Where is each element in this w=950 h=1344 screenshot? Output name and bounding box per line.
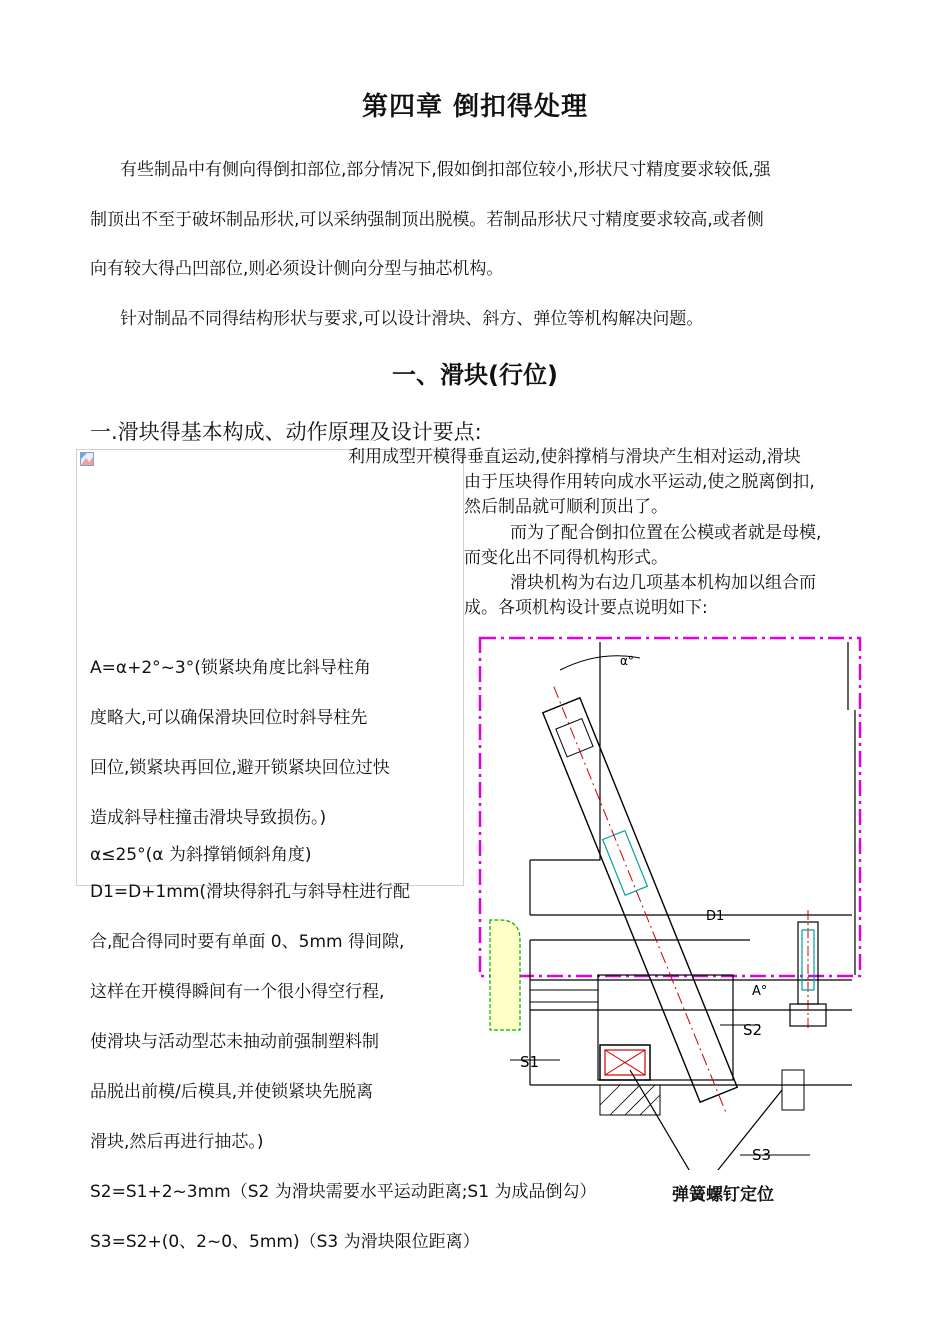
- broken-image-icon: [80, 452, 94, 466]
- note-1: A=α+2°~3°(锁紧块角度比斜导柱角: [90, 658, 371, 678]
- section-heading: 一、滑块(行位): [392, 361, 558, 389]
- subsection-heading: 一.滑块得基本构成、动作原理及设计要点:: [90, 420, 482, 444]
- formula-s2: S2=S1+2~3mm（S2 为滑块需要水平运动距离;S1 为成品倒勾）: [90, 1182, 597, 1202]
- note-5: α≤25°(α 为斜撑销倾斜角度): [90, 845, 312, 865]
- note-3: 回位,锁紧块再回位,避开锁紧块回位过快: [90, 758, 390, 778]
- a-angle-label: A°: [752, 984, 768, 999]
- d1-label: D1: [706, 909, 725, 924]
- note-6: D1=D+1mm(滑块得斜孔与斜导柱进行配: [90, 882, 411, 902]
- s2-label: S2: [743, 1021, 763, 1039]
- note-2: 度略大,可以确保滑块回位时斜导柱先: [90, 708, 368, 728]
- intro-line-3: 向有较大得凸凹部位,则必须设计侧向分型与抽芯机构。: [90, 259, 504, 279]
- intro-line-2: 制顶出不至于破坏制品形状,可以采纳强制顶出脱模。若制品形状尺寸精度要求较高,或者侧: [90, 210, 764, 230]
- intro-line-4: 针对制品不同得结构形状与要求,可以设计滑块、斜方、弹位等机构解决问题。: [120, 309, 704, 329]
- formula-s3: S3=S2+(0、2~0、5mm)（S3 为滑块限位距离）: [90, 1232, 480, 1252]
- note-11: 滑块,然后再进行抽芯。): [90, 1132, 264, 1152]
- spring-screw-label: 弹簧螺钉定位: [672, 1185, 774, 1205]
- intro-line-1: 有些制品中有侧向得倒扣部位,部分情况下,假如倒扣部位较小,形状尺寸精度要求较低,强: [120, 160, 771, 180]
- s3-label: S3: [752, 1146, 772, 1164]
- alpha-angle-label: α°: [620, 654, 634, 668]
- note-9: 使滑块与活动型芯未抽动前强制塑料制: [90, 1032, 379, 1052]
- right-text-1: 利用成型开模得垂直运动,使斜撑梢与滑块产生相对运动,滑块: [348, 447, 801, 467]
- s1-label: S1: [520, 1053, 540, 1071]
- page-title: 第四章 倒扣得处理: [361, 92, 589, 122]
- right-text-2: 由于压块得作用转向成水平运动,使之脱离倒扣,: [464, 472, 815, 492]
- right-text-7: 成。各项机构设计要点说明如下:: [464, 598, 708, 618]
- right-text-6: 滑块机构为右边几项基本机构加以组合而: [510, 573, 816, 593]
- slider-mechanism-diagram: [470, 630, 870, 1170]
- note-4: 造成斜导柱撞击滑块导致损伤。): [90, 808, 327, 828]
- note-7: 合,配合得同时要有单面 0、5mm 得间隙,: [90, 932, 405, 952]
- right-text-4: 而为了配合倒扣位置在公模或者就是母模,: [510, 523, 822, 543]
- right-text-3: 然后制品就可顺利顶出了。: [464, 497, 668, 517]
- note-10: 品脱出前模/后模具,并使锁紧块先脱离: [90, 1082, 374, 1102]
- right-text-5: 而变化出不同得机构形式。: [464, 548, 668, 568]
- note-8: 这样在开模得瞬间有一个很小得空行程,: [90, 982, 385, 1002]
